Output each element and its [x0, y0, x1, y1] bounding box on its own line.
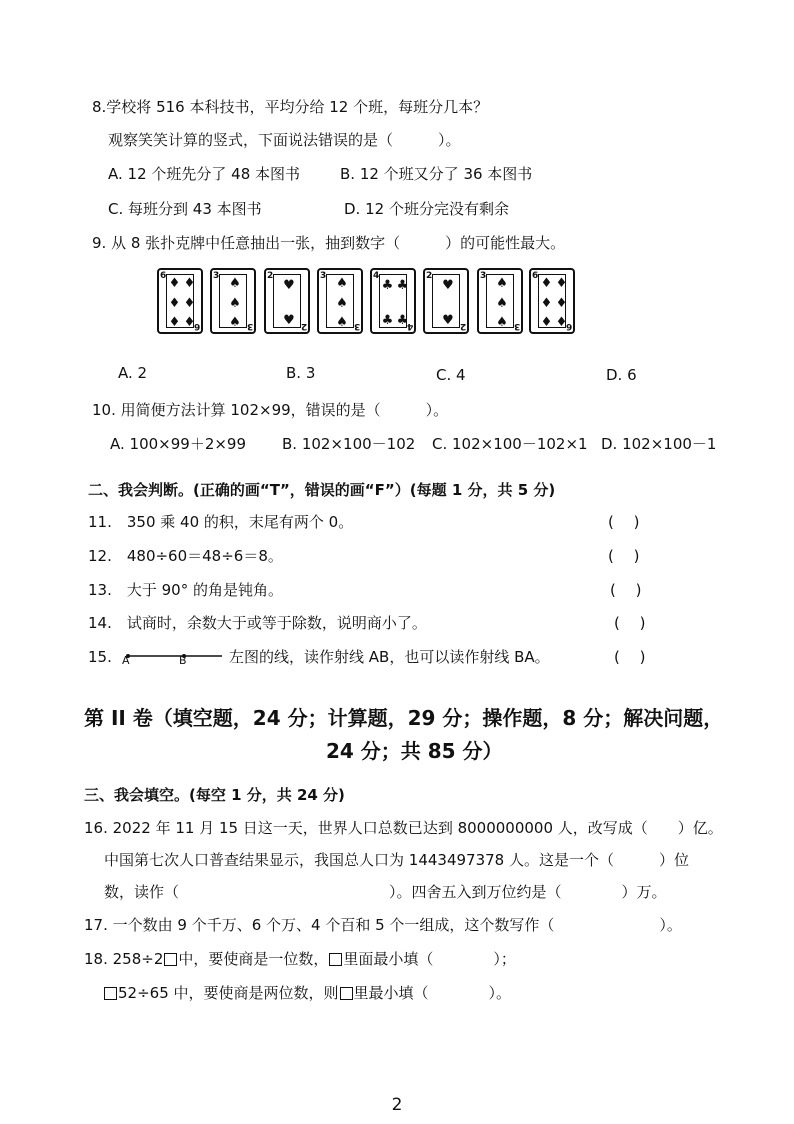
suit-icon: ♣	[396, 277, 409, 293]
suit-icon: ♦	[555, 295, 568, 311]
q11-answer-paren: ( )	[608, 513, 640, 531]
card-rank: 4	[406, 321, 413, 331]
suit-icon: ♠	[496, 275, 508, 291]
suit-icon: ♦	[183, 315, 196, 331]
ray-line	[122, 650, 222, 670]
q9-option-c: C. 4	[436, 366, 466, 384]
q9-option-a: A. 2	[118, 364, 148, 382]
q8-option-b: B. 12 个班又分了 36 本图书	[340, 165, 533, 183]
q17: 17. 一个数由 9 个千万、6 个万、4 个百和 5 个一组成，这个数写作（ ）。	[84, 916, 682, 934]
q8-option-c: C. 每班分到 43 本图书	[108, 200, 262, 218]
q18-text-d: 里最小填（ ）。	[353, 984, 512, 1002]
card-rank: 2	[300, 321, 307, 331]
q8-stem: 8.学校将 516 本科技书，平均分给 12 个班，每班分几本？	[92, 98, 489, 116]
section2-heading: 二、我会判断。(正确的画“T”，错误的画“F”）(每题 1 分，共 5 分)	[88, 481, 556, 499]
q12-answer-paren: ( )	[608, 547, 640, 565]
q14: 14. 试商时，余数大于或等于除数，说明商小了。	[88, 614, 427, 632]
suit-icon: ♦	[540, 295, 553, 311]
suit-icon: ♠	[229, 275, 241, 291]
card-rank: 3	[320, 271, 327, 281]
suit-icon: ♦	[168, 295, 181, 311]
ray-point-a-label: A	[122, 654, 130, 667]
q14-answer-paren: ( )	[614, 614, 646, 632]
suit-icon: ♥	[442, 313, 454, 329]
card-rank: 3	[246, 321, 253, 331]
q8-prompt: 观察笑笑计算的竖式，下面说法错误的是（ ）。	[108, 131, 461, 149]
suit-icon: ♦	[540, 275, 553, 291]
q8-option-a: A. 12 个班先分了 48 本图书	[108, 165, 301, 183]
card-rank: 6	[193, 321, 200, 331]
q9-option-b: B. 3	[286, 364, 316, 382]
suit-icon: ♥	[283, 313, 295, 329]
suit-icon: ♦	[183, 275, 196, 291]
q11: 11. 350 乘 40 的积，末尾有两个 0。	[88, 513, 354, 531]
page-number: 2	[391, 1095, 403, 1115]
q13: 13. 大于 90° 的角是钝角。	[88, 581, 283, 599]
blank-box-icon	[329, 953, 342, 966]
suit-icon: ♠	[336, 275, 348, 291]
q13-answer-paren: ( )	[610, 581, 642, 599]
q16-line2: 中国第七次人口普查结果显示，我国总人口为 1443497378 人。这是一个（ ）位	[104, 851, 689, 869]
q15-answer-paren: ( )	[614, 648, 646, 666]
card-rank: 6	[532, 271, 539, 281]
suit-icon: ♦	[183, 295, 196, 311]
suit-icon: ♦	[168, 315, 181, 331]
card-rank: 4	[373, 271, 380, 281]
q16-line1: 16. 2022 年 11 月 15 日这一天，世界人口总数已达到 8000000000 人，改写成（ ）亿。	[84, 819, 723, 837]
q12: 12. 480÷60＝48÷6＝8。	[88, 547, 283, 565]
card-rank: 3	[213, 271, 220, 281]
suit-icon: ♠	[336, 315, 348, 331]
suit-icon: ♠	[229, 295, 241, 311]
q18-text-c: 52÷65 中，要使商是两位数，则	[118, 984, 339, 1002]
card-rank: 3	[353, 321, 360, 331]
q10-option-b: B. 102×100－102	[282, 435, 416, 453]
suit-icon: ♦	[540, 315, 553, 331]
q10-option-c: C. 102×100－102×1	[432, 435, 588, 453]
q18-line2	[103, 983, 511, 1003]
suit-icon: ♠	[496, 295, 508, 311]
playing-card	[423, 268, 469, 334]
card-rank: 3	[480, 271, 487, 281]
ray-diagram	[122, 650, 222, 670]
card-rank: 2	[426, 271, 433, 281]
blank-box-icon	[164, 953, 177, 966]
q10-stem: 10. 用简便方法计算 102×99，错误的是（ ）。	[92, 401, 449, 419]
blank-box-icon	[104, 987, 117, 1000]
q15-text: 左图的线，读作射线 AB，也可以读作射线 BA。	[229, 648, 550, 666]
playing-card	[477, 268, 523, 334]
q10-option-d: D. 102×100－1	[601, 435, 717, 453]
section3-heading: 三、我会填空。(每空 1 分，共 24 分)	[84, 786, 345, 804]
suit-icon: ♠	[336, 295, 348, 311]
playing-card	[210, 268, 256, 334]
suit-icon: ♥	[283, 277, 295, 293]
suit-icon: ♣	[381, 313, 394, 329]
playing-card	[157, 268, 203, 334]
part2-title-line1: 第 II 卷（填空题，24 分；计算题，29 分；操作题，8 分；解决问题，	[84, 706, 724, 730]
suit-icon: ♦	[555, 275, 568, 291]
card-rank: 3	[513, 321, 520, 331]
q16-line3: 数，读作（ ）。四舍五入到万位约是（ ）万。	[104, 883, 667, 901]
suit-icon: ♣	[396, 313, 409, 329]
q18-expression: 18. 258÷2	[84, 950, 164, 968]
playing-card	[529, 268, 575, 334]
suit-icon: ♠	[496, 315, 508, 331]
card-rank: 2	[267, 271, 274, 281]
ray-point-b-label: B	[179, 654, 187, 667]
q9-stem: 9. 从 8 张扑克牌中任意抽出一张，抽到数字（ ）的可能性最大。	[92, 234, 566, 252]
q18-text-b: 里面最小填（ ）；	[343, 950, 516, 968]
q9-option-d: D. 6	[606, 366, 637, 384]
card-rank: 6	[160, 271, 167, 281]
blank-box-icon	[340, 987, 353, 1000]
q15-number: 15.	[88, 648, 112, 666]
suit-icon: ♣	[381, 277, 394, 293]
q18-line1	[84, 949, 516, 969]
q8-option-d: D. 12 个班分完没有剩余	[344, 200, 509, 218]
playing-card	[317, 268, 363, 334]
part2-title-line2: 24 分；共 85 分）	[326, 739, 503, 763]
suit-icon: ♦	[168, 275, 181, 291]
playing-card	[264, 268, 310, 334]
suit-icon: ♦	[555, 315, 568, 331]
q10-option-a: A. 100×99＋2×99	[110, 435, 247, 453]
suit-icon: ♠	[229, 315, 241, 331]
q18-text-a: 中，要使商是一位数，	[178, 950, 329, 968]
card-rank: 2	[459, 321, 466, 331]
playing-card	[370, 268, 416, 334]
card-rank: 6	[565, 321, 572, 331]
suit-icon: ♥	[442, 277, 454, 293]
